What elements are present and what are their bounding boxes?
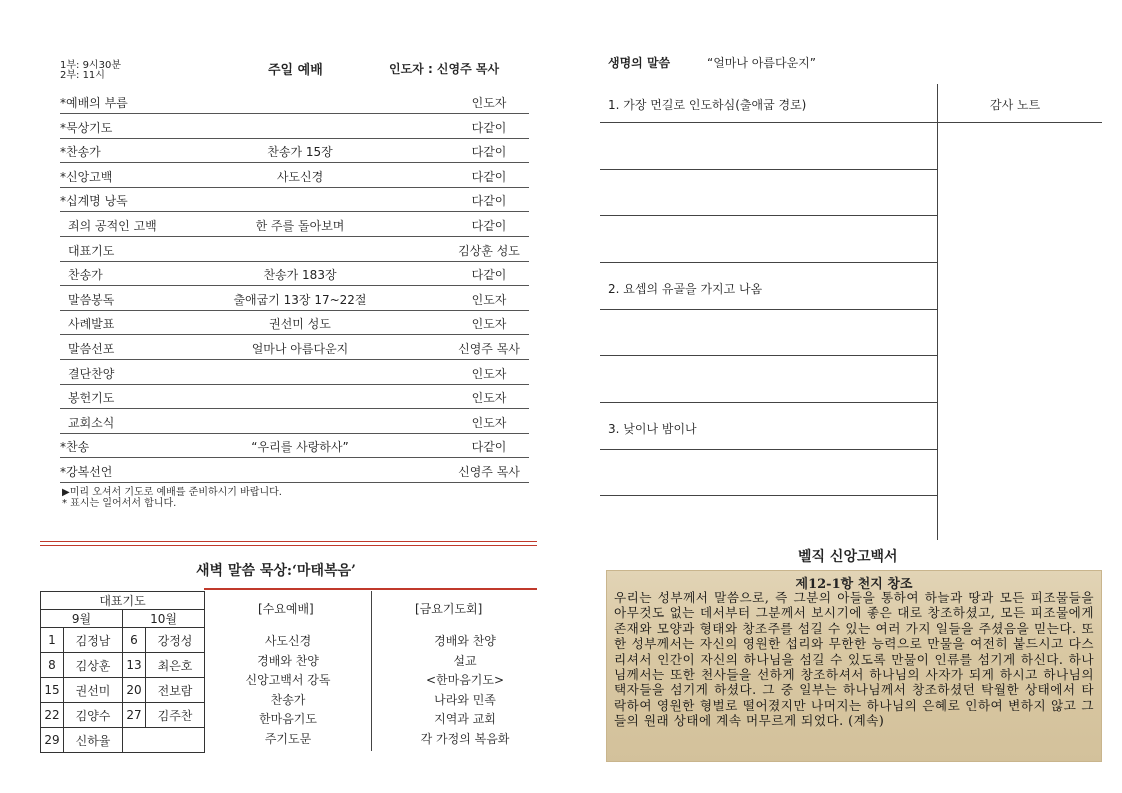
worship-item: 죄의 공적인 고백 bbox=[68, 219, 157, 233]
worship-person: 김상훈 성도 bbox=[458, 243, 520, 258]
worship-row bbox=[60, 458, 529, 483]
day: 6 bbox=[123, 628, 146, 653]
note-line bbox=[600, 355, 937, 356]
worship-person: 인도자 bbox=[471, 317, 507, 332]
person: 권선미 bbox=[64, 678, 123, 703]
worship-item: *찬송가 bbox=[60, 145, 101, 160]
person: 김정남 bbox=[64, 628, 123, 653]
worship-person: 인도자 bbox=[471, 96, 507, 110]
worship-person: 인도자 bbox=[471, 391, 507, 406]
worship-row bbox=[60, 114, 529, 139]
worship-person: 다같이 bbox=[471, 194, 507, 209]
worship-item: 대표기도 bbox=[68, 243, 115, 258]
notes-divider bbox=[937, 84, 938, 540]
worship-person: 다같이 bbox=[471, 268, 507, 283]
worship-row bbox=[60, 433, 529, 458]
worship-person: 다같이 bbox=[471, 145, 507, 160]
person: 강정성 bbox=[146, 628, 205, 653]
service-time-2: 2부: 11시 bbox=[60, 70, 105, 81]
worship-content: 사도신경 bbox=[276, 169, 324, 184]
note-line bbox=[600, 495, 937, 496]
divider-top bbox=[40, 541, 537, 542]
confession-text: 우리는 성부께서 말씀으로, 즉 그분의 아들을 통하여 하늘과 땅과 모든 피조물들을 아무것도 없는 데서부터 그분께서 보시기에 좋은 대로 창조하셨고, 모든 피조물에게 존재와 모양과 형태와 창조주를 섬길 수 있는 여러 가지 일들을 주셨음을 믿는다. 또한 성부께서는 자신의 영원한 섭리와 무한한 능력으로 만물을 여전히 붙드시고 다스리셔서 인간이 자신의 하나님을 섬길 수 있도록 만물이 인류를 섬기게 하신다. 하나님께서는 또한 천사들을 선하게 창조하셔서 하나님의 사자가 되게 하시고 하나님의 택자들을 섬기게 하셨다. 그 중 일부는 하나님께서 창조하셨던 탁월한 상태에서 타락하여 영원한 형벌로 떨어졌지만 나머지는 하나님의 은혜로 인하여 변하지 않고 그들의 원래 상태에 계속 머무르게 되었다. (계속) bbox=[614, 590, 1094, 729]
person: 신하율 bbox=[64, 728, 123, 753]
worship-item: *신앙고백 bbox=[60, 169, 113, 184]
worship-item: 말씀선포 bbox=[68, 342, 115, 356]
sermon-point-1: 1. 가장 먼길로 인도하심(출애굽 경로) bbox=[608, 98, 807, 112]
worship-row bbox=[60, 261, 529, 286]
wed-item: 사도신경 bbox=[264, 634, 312, 648]
worship-content: 권선미 성도 bbox=[269, 317, 331, 332]
month-sep: 9월 bbox=[41, 610, 123, 628]
day: 22 bbox=[41, 703, 64, 728]
worship-item: 결단찬양 bbox=[68, 366, 115, 381]
person: 김주찬 bbox=[146, 703, 205, 728]
note-line-2: * 표시는 일어서서 합니다. bbox=[62, 498, 177, 509]
fri-item: 나라와 민족 bbox=[434, 692, 496, 707]
worship-item: *강복선언 bbox=[60, 465, 113, 479]
confession-title: 벨직 신앙고백서 bbox=[798, 549, 898, 565]
empty-cell bbox=[123, 728, 205, 753]
prayer-schedule-table bbox=[40, 591, 205, 753]
confession-article: 제12-1항 천지 창조 bbox=[795, 577, 913, 592]
worship-item: 사례발표 bbox=[68, 317, 115, 332]
worship-item: 교회소식 bbox=[68, 415, 115, 430]
day: 13 bbox=[123, 653, 146, 678]
sermon-point-3: 3. 낮이나 밤이나 bbox=[608, 422, 697, 436]
worship-content: 출애굽기 13장 17~22절 bbox=[233, 292, 367, 307]
worship-item: *찬송 bbox=[60, 440, 90, 455]
day: 8 bbox=[41, 653, 64, 678]
worship-content: 한 주를 돌아보며 bbox=[255, 219, 345, 233]
worship-row bbox=[60, 237, 529, 262]
service-time-1: 1부: 9시30분 bbox=[60, 60, 121, 71]
worship-row bbox=[60, 212, 529, 237]
sermon-title: “얼마나 아름다운지” bbox=[707, 56, 816, 70]
worship-row bbox=[60, 335, 529, 360]
prayer-header: 대표기도 bbox=[41, 592, 205, 610]
worship-person: 다같이 bbox=[471, 120, 507, 135]
confession-paper bbox=[606, 570, 1102, 762]
worship-item: 말씀봉독 bbox=[68, 292, 115, 307]
day: 15 bbox=[41, 678, 64, 703]
worship-row bbox=[60, 187, 529, 212]
person: 전보람 bbox=[146, 678, 205, 703]
sermon-label: 생명의 말씀 bbox=[608, 56, 671, 70]
dawn-title: 새벽 말씀 묵상:‘마태복음’ bbox=[196, 563, 356, 579]
wed-item: 경배와 찬양 bbox=[257, 653, 319, 668]
service-leader: 인도자 : 신영주 목사 bbox=[389, 62, 500, 76]
person: 김상훈 bbox=[64, 653, 123, 678]
worship-content: 찬송가 15장 bbox=[267, 145, 333, 160]
worship-person: 인도자 bbox=[471, 366, 507, 381]
worship-row bbox=[60, 163, 529, 188]
person: 김양수 bbox=[64, 703, 123, 728]
note-line bbox=[600, 402, 937, 403]
fri-item: 지역과 교회 bbox=[434, 712, 496, 726]
worship-item: *묵상기도 bbox=[60, 120, 113, 135]
worship-row bbox=[60, 138, 529, 163]
note-line bbox=[600, 169, 937, 170]
day: 27 bbox=[123, 703, 146, 728]
worship-content: “우리를 사랑하사” bbox=[251, 440, 349, 455]
note-line bbox=[600, 215, 937, 216]
fri-item: 각 가정의 복음화 bbox=[420, 731, 510, 746]
fri-item: 설교 bbox=[453, 653, 477, 668]
service-title: 주일 예배 bbox=[268, 63, 323, 78]
day: 20 bbox=[123, 678, 146, 703]
worship-row bbox=[60, 409, 529, 434]
note-line bbox=[600, 309, 937, 310]
worship-row bbox=[60, 384, 529, 409]
fri-item: <한마음기도> bbox=[425, 673, 505, 687]
worship-item: 찬송가 bbox=[68, 268, 103, 283]
wed-title: [수요예배] bbox=[258, 602, 314, 616]
dawn-rule bbox=[204, 588, 537, 590]
fri-title: [금요기도회] bbox=[415, 602, 483, 616]
worship-content: 얼마나 아름다운지 bbox=[251, 342, 349, 356]
worship-person: 신영주 목사 bbox=[458, 342, 520, 356]
worship-person: 다같이 bbox=[471, 169, 507, 184]
note-line bbox=[600, 122, 1102, 123]
person: 최은호 bbox=[146, 653, 205, 678]
worship-row bbox=[60, 286, 529, 311]
wed-item: 신앙고백서 강독 bbox=[245, 673, 331, 687]
day: 1 bbox=[41, 628, 64, 653]
worship-item: *십계명 낭독 bbox=[60, 194, 128, 209]
wed-item: 한마음기도 bbox=[259, 712, 317, 726]
divider-bottom bbox=[40, 545, 537, 546]
worship-item: 봉헌기도 bbox=[68, 391, 115, 406]
worship-person: 다같이 bbox=[471, 219, 507, 233]
note-line bbox=[600, 449, 937, 450]
column-divider bbox=[371, 591, 372, 751]
wed-item: 찬송가 bbox=[270, 692, 306, 707]
worship-row bbox=[60, 360, 529, 385]
worship-person: 인도자 bbox=[471, 415, 507, 430]
notes-header: 감사 노트 bbox=[990, 98, 1041, 112]
wed-item: 주기도문 bbox=[264, 731, 312, 746]
worship-row bbox=[60, 310, 529, 335]
note-line bbox=[600, 262, 937, 263]
fri-item: 경배와 찬양 bbox=[434, 634, 496, 648]
worship-row bbox=[60, 89, 529, 114]
worship-person: 인도자 bbox=[471, 292, 507, 307]
sermon-point-2: 2. 요셉의 유골을 가지고 나옴 bbox=[608, 282, 763, 296]
note-line-1: ▶미리 오셔서 기도로 예배를 준비하시기 바랍니다. bbox=[62, 487, 282, 498]
day: 29 bbox=[41, 728, 64, 753]
month-oct: 10월 bbox=[123, 610, 205, 628]
worship-person: 다같이 bbox=[471, 440, 507, 455]
worship-item: *예배의 부름 bbox=[60, 96, 128, 110]
worship-person: 신영주 목사 bbox=[458, 465, 520, 479]
worship-content: 찬송가 183장 bbox=[263, 268, 337, 283]
